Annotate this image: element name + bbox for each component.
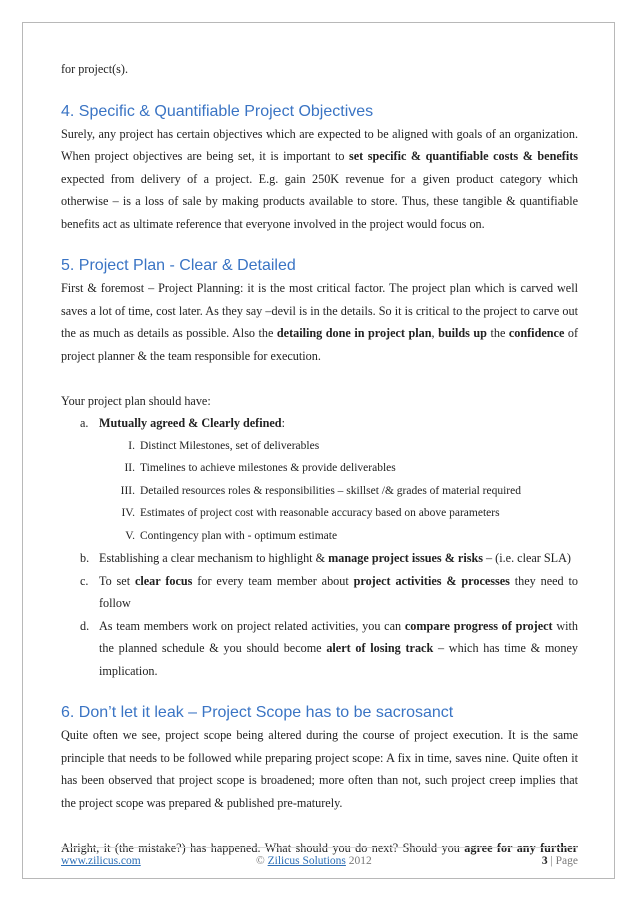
sublist-item: II. Timelines to achieve milestones & provide deliverables [124,462,396,474]
brand-link[interactable]: Zilicus Solutions [267,855,346,867]
plan-intro: Your project plan should have: [61,393,211,408]
page-footer [61,847,578,870]
section-5-heading: 5. Project Plan - Clear & Detailed [61,257,296,274]
list-item-d: d. As team members work on project related activities, you can compare progress of project with the planned schedule & you should become alert of losing track – which has time & money implication. [80,618,578,678]
list-item-a: a. Mutually agreed & Clearly defined: I. Distinct Milestones, set of deliverables II. Timelines to achieve milestones & provide deliverables III. Detailed resources roles & responsibilities – skillset /& grades of material required IV. Estimates of project cost with reasonable accuracy based on above parameters V. Contingency plan with - optimum estimate [61,412,578,547]
plan-list [61,412,578,682]
section-6-paragraph: Quite often we see, project scope being altered during the course of project execution. It is the same principle that needs to be followed while preparing project scope: A fix in time, saves nine. Quite often it has been observed that project scope is broadened; more often than not, such project creep implies that the project scope was prepared & published pre-maturely. [61,728,578,810]
website-link[interactable]: www.zilicus.com [61,855,141,867]
section-4-paragraph: Surely, any project has certain objectives which are expected to be aligned with goals of an organization. When project objectives are being set, it is important to set specific & quantifiable costs & benefits expected from delivery of a project. E.g. gain 250K revenue for a given product category which otherwise – is a loss of sale by making products available to store. Thus, these tangible & quantifiable benefits act as ultimate reference that everyone involved in the project would focus on. [61,126,579,231]
sublist-item: III. Detailed resources roles & responsibilities – skillset /& grades of material required [120,484,521,497]
list-item-c: c. To set clear focus for every team member about project activities & processes they need to follow [80,573,578,610]
sublist-item: IV. Estimates of project cost with reasonable accuracy based on above parameters [121,507,500,519]
section-4-heading: 4. Specific & Quantifiable Project Objectives [61,102,374,120]
section-6-heading: 6. Don’t let it leak – Project Scope has to be sacrosanct [61,704,454,721]
plan-sublist [99,435,578,548]
footer-year: 2012 [348,855,372,867]
section-6-paragraph-2: Alright, it (the mistake?) has happened. What should you do next? Should you agree for any further [61,840,578,855]
footer-copyright [256,852,372,870]
sublist-item: I. Distinct Milestones, set of deliverables [128,439,320,452]
page-number: 3 | Page [541,855,578,867]
section-5-paragraph: First & foremost – Project Planning: it is the most critical factor. The project plan which is carved well saves a lot of time, cost later. As they say –devil is in the details. So it is critical to the project to carve out the as much as details as possible. Also the detailing done in project plan, builds up the confidence of project planner & the team responsible for execution. [61,281,579,363]
intro-line: for project(s). [61,62,129,76]
sublist-item: V. Contingency plan with - optimum estimate [125,529,338,542]
list-item-b: b. Establishing a clear mechanism to highlight & manage project issues & risks – (i.e. clear SLA) [80,551,571,565]
copyright-symbol: © [256,855,265,867]
document-body [61,58,578,859]
